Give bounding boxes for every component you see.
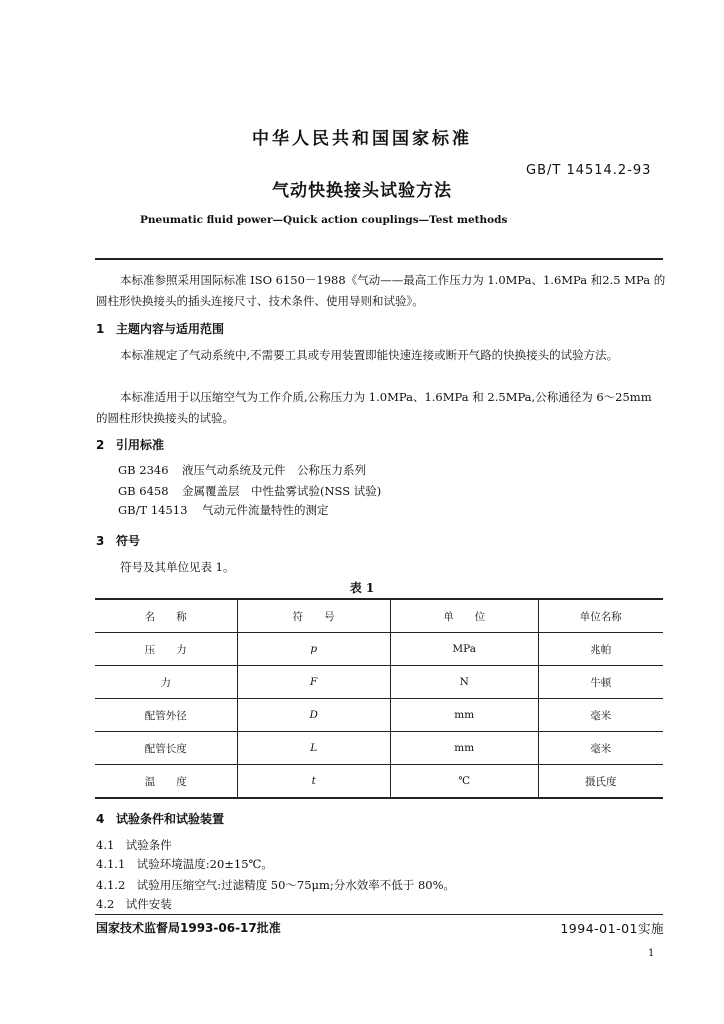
table-cell: 温 度 [95, 765, 237, 799]
header-divider [95, 258, 663, 260]
table-row [95, 633, 663, 666]
approval-date: 国家技术监督局1993-06-17批准 [96, 921, 281, 935]
reference-code: GB 6458 [118, 484, 169, 498]
section-title: 符号 [116, 534, 141, 548]
section-title: 引用标准 [116, 438, 165, 452]
table-cell: 牛顿 [538, 666, 663, 699]
section-1-heading [96, 320, 224, 337]
table-header-cell: 单 位 [390, 599, 538, 633]
table-cell: t [237, 765, 390, 799]
section-number: 2 [96, 438, 105, 452]
subsection-4-1: 4.1 试验条件 [96, 838, 172, 852]
table-cell: 摄氏度 [538, 765, 663, 799]
table-cell: 压 力 [95, 633, 237, 666]
table-header-cell: 名 称 [95, 599, 237, 633]
section-2-heading [96, 436, 164, 453]
document-title-en: Pneumatic fluid power—Quick action couplings—Test methods [140, 214, 508, 226]
document-title-cn: 气动快换接头试验方法 [272, 181, 452, 201]
table-cell: p [237, 633, 390, 666]
table-row [95, 699, 663, 732]
section-1-paragraph-1: 本标准规定了气动系统中,不需要工具或专用装置即能快速连接或断开气路的快换接头的试验方法。 [120, 348, 619, 362]
section-3-paragraph: 符号及其单位见表 1。 [120, 560, 235, 574]
reference-title: 液压气动系统及元件 公称压力系列 [182, 463, 366, 477]
subsection-4-2: 4.2 试件安装 [96, 897, 172, 911]
reference-code: GB 2346 [118, 463, 169, 477]
table-cell: N [390, 666, 538, 699]
table-cell: 力 [95, 666, 237, 699]
table-row [95, 732, 663, 765]
section-number: 3 [96, 534, 105, 548]
table-header-cell: 符 号 [237, 599, 390, 633]
reference-code: GB/T 14513 [118, 503, 188, 517]
national-standard-title: 中华人民共和国国家标准 [252, 129, 472, 149]
table-cell: 配管长度 [95, 732, 237, 765]
section-title: 试验条件和试验装置 [116, 812, 225, 826]
table-header-row [95, 599, 663, 633]
table-cell: mm [390, 732, 538, 765]
reference-item [118, 502, 329, 518]
section-number: 1 [96, 322, 105, 336]
reference-item [118, 462, 366, 478]
page-number: 1 [648, 948, 655, 959]
footer-divider [95, 914, 663, 915]
implementation-date: 1994-01-01实施 [560, 921, 664, 936]
table-cell: D [237, 699, 390, 732]
table-header-cell: 单位名称 [538, 599, 663, 633]
table-cell: MPa [390, 633, 538, 666]
table-caption: 表 1 [349, 581, 375, 595]
table-cell: mm [390, 699, 538, 732]
table-cell: 毫米 [538, 699, 663, 732]
subsection-4-1-2: 4.1.2 试验用压缩空气:过滤精度 50～75μm;分水效率不低于 80%。 [96, 878, 456, 892]
intro-paragraph: 本标准参照采用国际标准 ISO 6150－1988《气动——最高工作压力为 1.0MPa、1.6MPa 和2.5 MPa 的圆柱形快换接头的插头连接尺寸、技术条件、使用导则和试验》。 [96, 273, 666, 308]
section-3-heading [96, 532, 140, 549]
section-number: 4 [96, 812, 105, 826]
reference-title: 金属覆盖层 中性盐雾试验(NSS 试验) [182, 484, 382, 498]
table-cell: 兆帕 [538, 633, 663, 666]
table-row [95, 666, 663, 699]
section-title: 主题内容与适用范围 [116, 322, 225, 336]
table-cell: 毫米 [538, 732, 663, 765]
table-cell: F [237, 666, 390, 699]
table-row [95, 765, 663, 799]
table-cell: ℃ [390, 765, 538, 799]
symbols-table [95, 598, 663, 799]
reference-item [118, 483, 381, 499]
reference-title: 气动元件流量特性的测定 [202, 503, 329, 517]
subsection-4-1-1: 4.1.1 试验环境温度:20±15℃。 [96, 857, 273, 871]
table-cell: L [237, 732, 390, 765]
section-1-paragraph-2: 本标准适用于以压缩空气为工作介质,公称压力为 1.0MPa、1.6MPa 和 2.5MPa,公称通径为 6～25mm 的圆柱形快换接头的试验。 [96, 390, 652, 425]
table-cell: 配管外径 [95, 699, 237, 732]
section-4-heading [96, 810, 224, 827]
standard-code: GB/T 14514.2-93 [526, 163, 652, 178]
